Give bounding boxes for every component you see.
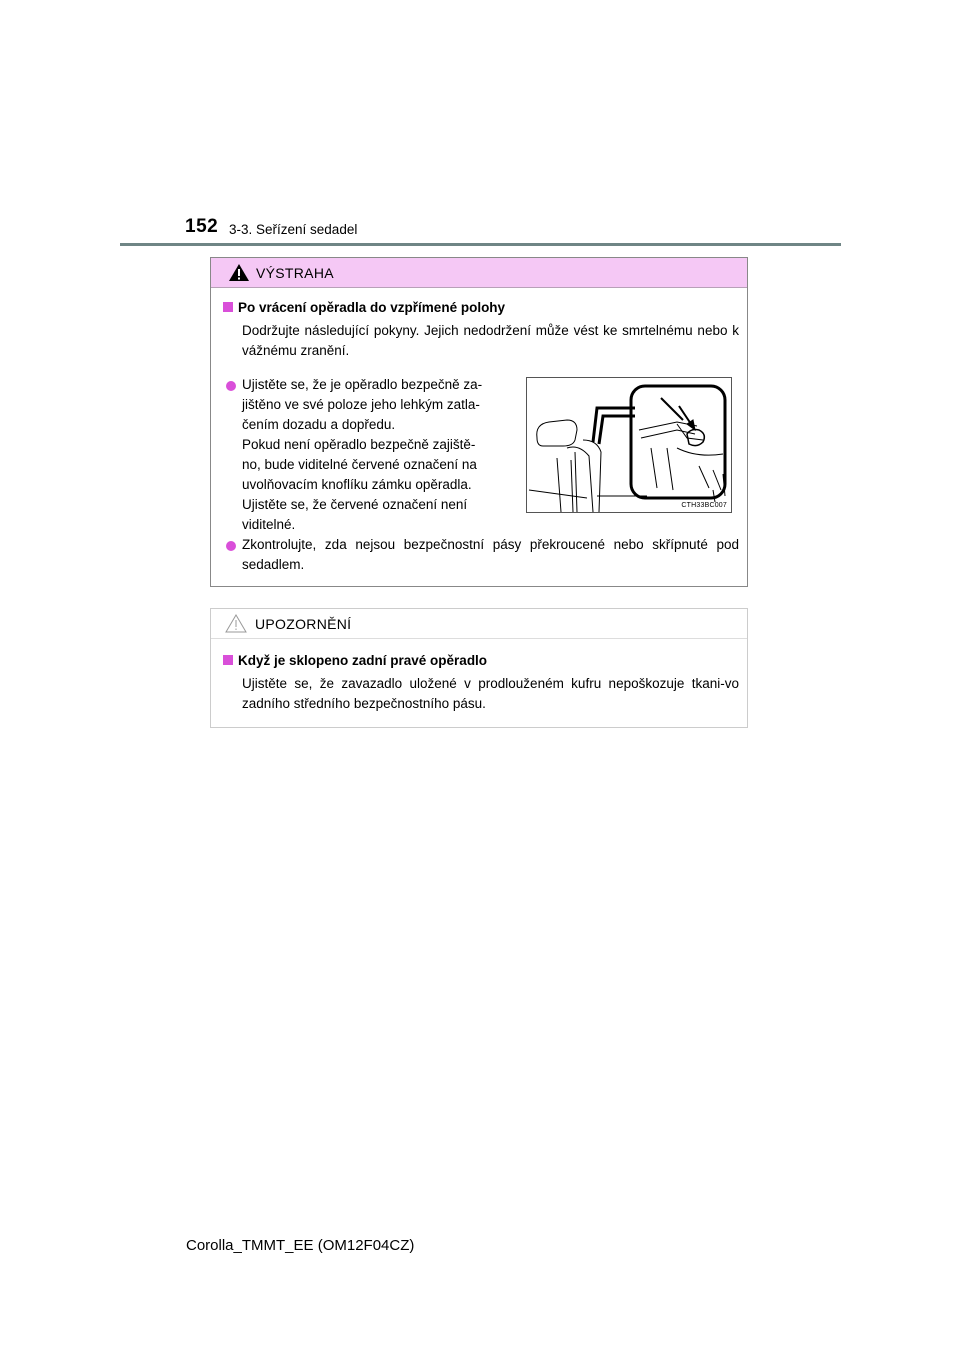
caution-heading	[223, 653, 487, 668]
image-code: CTH33BC007	[681, 502, 727, 509]
bullet1-line: jištěno ve své poloze jeho lehkým zatla-	[242, 397, 480, 412]
bullet1-line: čením dozadu a dopředu.	[242, 417, 396, 432]
page-number: 152	[185, 216, 219, 237]
warning-heading-text: Po vrácení opěradla do vzpřímené polohy	[238, 300, 506, 315]
warning-box	[210, 257, 748, 587]
bullet1-line: viditelné.	[242, 517, 296, 532]
bullet1-line: Ujistěte se, že červené označení není	[242, 497, 468, 512]
warning-heading	[223, 300, 505, 315]
warning-intro: Dodržujte následující pokyny. Jejich nedodržení může vést ke smrtelnému nebo k vážnému zranění.	[242, 323, 739, 358]
caution-title: UPOZORNĚNÍ	[255, 616, 352, 632]
square-bullet-icon	[223, 655, 233, 665]
warning-header	[211, 258, 747, 288]
warning-title: VÝSTRAHA	[256, 265, 334, 281]
section-title: 3-3. Seřízení sedadel	[229, 222, 358, 237]
caution-heading-text: Když je sklopeno zadní pravé opěradlo	[238, 653, 488, 668]
seat-drawing	[527, 378, 731, 512]
caution-box	[210, 608, 748, 728]
bullet1-line: uvolňovacím knoflíku zámku opěradla.	[242, 477, 472, 492]
warning-bullet-2: Zkontrolujte, zda nejsou bezpečnostní pásy překroucené nebo skřípnuté pod sedadlem.	[242, 537, 739, 572]
footer-doc-id: Corolla_TMMT_EE (OM12F04CZ)	[186, 1237, 415, 1254]
seat-latch-illustration	[526, 377, 732, 513]
warning-bullet-1	[242, 375, 515, 535]
bullet1-line: no, bude viditelné červené označení na	[242, 457, 477, 472]
warning-triangle-icon	[229, 264, 249, 286]
caution-header	[211, 609, 747, 639]
bullet1-line: Ujistěte se, že je opěradlo bezpečně za-	[242, 377, 483, 392]
square-bullet-icon	[223, 302, 233, 312]
caution-text: Ujistěte se, že zavazadlo uložené v prodlouženém kufru nepoškozuje tkani-vo zadního středního bezpečnostního pásu.	[242, 676, 739, 711]
bullet1-line: Pokud není opěradlo bezpečně zajiště-	[242, 437, 476, 452]
caution-triangle-icon	[225, 614, 247, 638]
bullet-dot-icon	[226, 541, 236, 551]
header-rule	[120, 243, 841, 246]
bullet-dot-icon	[226, 381, 236, 391]
